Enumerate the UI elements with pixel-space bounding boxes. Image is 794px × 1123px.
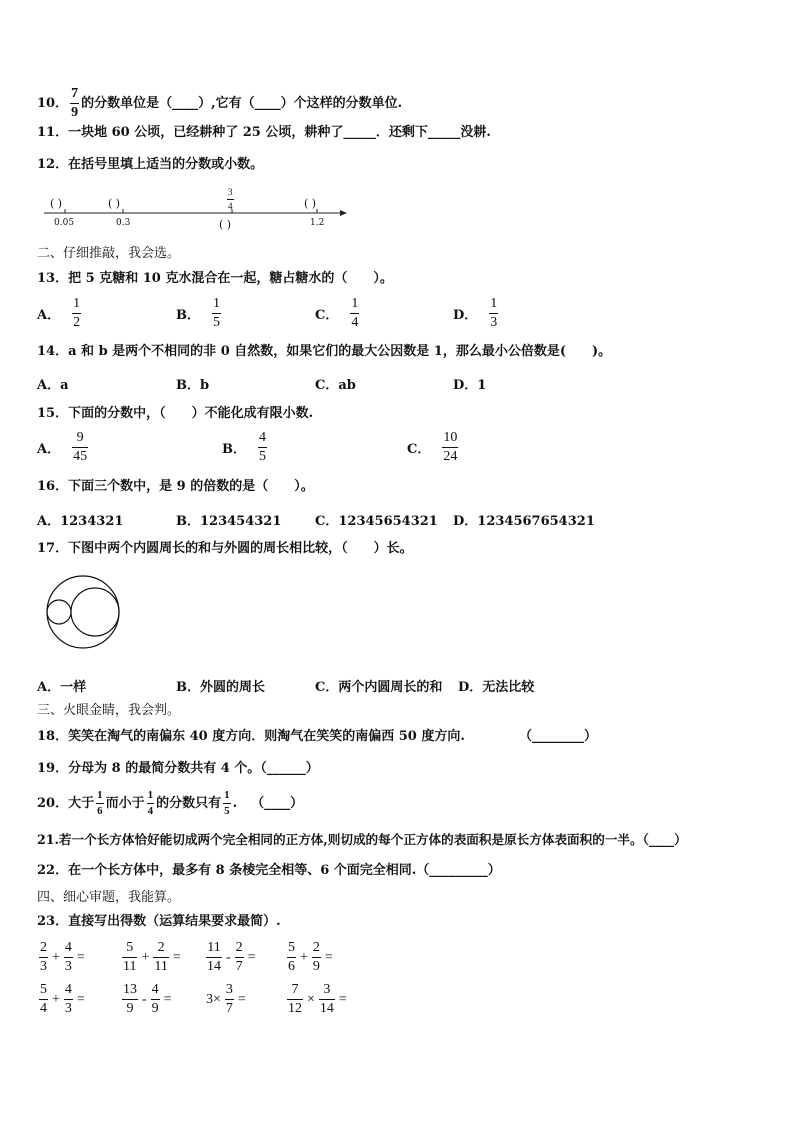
calc-row-1-expression-4: $\frac{5}{6}$ + $\frac{2}{9}$ = — [288, 940, 333, 974]
q16-option-d: D．1234567654321 — [453, 514, 595, 529]
question-11: 11．一块地 60 公顷，已经耕种了 25 公顷，耕种了_____．还剩下_____没耕. — [37, 125, 491, 140]
q14-option-d: D．1 — [453, 378, 487, 393]
fraction: $\frac{5}{11}$ — [123, 940, 137, 974]
outer-circle — [47, 576, 119, 648]
blank-box-2: ( ) — [108, 197, 121, 210]
fraction: $\frac{13}{9}$ — [123, 982, 137, 1016]
question-14: 14．a 和 b 是两个不相同的非 0 自然数，如果它们的最大公因数是 1，那么最小公倍数是( )。 — [37, 344, 612, 359]
q14-option-c: C．ab — [315, 378, 356, 393]
fraction: $\frac{5}{4}$ — [40, 982, 47, 1016]
fraction: $\frac{2}{9}$ — [312, 940, 320, 974]
question-17: 17．下图中两个内圆周长的和与外圆的周长相比较，（ ）长。 — [37, 541, 413, 556]
q17-option-b: B．外圆的周长 — [176, 680, 265, 695]
q15-option-b: B． $\frac{4}{5}$ — [222, 430, 266, 464]
circles-diagram — [40, 574, 126, 650]
fraction: $\frac{4}{3}$ — [64, 982, 72, 1016]
question-23: 23．直接写出得数（运算结果要求最简）. — [37, 914, 281, 929]
q16-option-c: C．12345654321 — [315, 514, 438, 529]
section-2-heading: 二、仔细推敲，我会选。 — [37, 246, 181, 261]
fraction: $\frac{3}{14}$ — [319, 982, 334, 1016]
q14-option-b: B．b — [176, 378, 210, 393]
question-19: 19．分母为 8 的最简分数共有 4 个。（______） — [37, 761, 319, 776]
fraction: $\frac{4}{9}$ — [151, 982, 159, 1016]
tick-label-3-fraction: $\frac{3}{4}$ — [228, 187, 233, 211]
fraction: $\frac{4}{3}$ — [64, 940, 72, 974]
calc-row-2-expression-1: $\frac{5}{4}$ + $\frac{4}{3}$ = — [40, 982, 85, 1016]
calc-row-1-expression-3: $\frac{11}{14}$ - $\frac{2}{7}$ = — [207, 940, 256, 974]
question-10: 10． $\frac{7}{9}$ 的分数单位是（____）,它有（____）个这样的分数单位. — [37, 86, 403, 120]
number-line — [40, 185, 350, 235]
fraction: $\frac{2}{11}$ — [154, 940, 168, 974]
section-3-heading: 三、火眼金睛，我会判。 — [37, 703, 181, 718]
tick-label-2: 0.3 — [116, 218, 131, 228]
fraction: $\frac{7}{9}$ — [71, 86, 79, 120]
tick-label-1: 0.05 — [54, 218, 75, 228]
calc-row-1-expression-2: $\frac{5}{11}$ + $\frac{2}{11}$ = — [123, 940, 181, 974]
q16-option-b: B．123454321 — [176, 514, 282, 529]
fraction: $\frac{2}{3}$ — [40, 940, 47, 974]
calc-row-2-expression-2: $\frac{13}{9}$ - $\frac{4}{9}$ = — [123, 982, 172, 1016]
small-inner-circle — [47, 600, 71, 624]
question-22: 22．在一个长方体中，最多有 8 条棱完全相等、6 个面完全相同.（_________） — [37, 863, 501, 878]
q14-option-a: A．a — [37, 378, 69, 393]
blank-box-1: ( ) — [50, 197, 63, 210]
question-20: 20．大于 $\frac{1}{6}$ 而小于 $\frac{1}{4}$ 的分数只有 $\frac{1}{5}$ . （____） — [37, 789, 304, 817]
fraction: $\frac{5}{6}$ — [288, 940, 295, 974]
q13-option-a: A． $\frac{1}{2}$ — [37, 296, 81, 330]
question-21: 21.若一个长方体恰好能切成两个完全相同的正方体,则切成的每个正方体的表面积是原长方体表面积的一半。（____） — [37, 832, 687, 847]
calc-row-2-expression-3: 3× $\frac{3}{7}$ = — [206, 982, 246, 1016]
calc-row-2-expression-4: $\frac{7}{12}$ × $\frac{3}{14}$ = — [288, 982, 347, 1016]
calc-row-1-expression-1: $\frac{2}{3}$ + $\frac{4}{3}$ = — [40, 940, 85, 974]
q17-option-a: A．一样 — [37, 680, 87, 695]
q13-option-c: C． $\frac{1}{4}$ — [315, 296, 359, 330]
fraction: $\frac{3}{7}$ — [225, 982, 233, 1016]
fraction: $\frac{11}{14}$ — [207, 940, 221, 974]
q20-answer-blank: （____） — [251, 795, 304, 811]
blank-box-4: ( ) — [304, 197, 317, 210]
q18-answer-blank: （________） — [519, 729, 598, 744]
tick-label-4: 1.2 — [310, 218, 325, 228]
q15-option-a: A． $\frac{9}{45}$ — [37, 430, 88, 464]
question-18: 18．笑笑在淘气的南偏东 40 度方向．则淘气在笑笑的南偏西 50 度方向. — [37, 729, 465, 744]
blank-box-3: ( ) — [219, 218, 232, 231]
question-13: 13．把 5 克糖和 10 克水混合在一起，糖占糖水的（ ）。 — [37, 271, 393, 286]
large-inner-circle — [71, 588, 119, 636]
q17-option-c: C．两个内圆周长的和 — [315, 680, 443, 695]
q13-option-d: D． $\frac{1}{3}$ — [453, 296, 498, 330]
question-12: 12．在括号里填上适当的分数或小数。 — [37, 157, 264, 172]
question-15: 15．下面的分数中，（ ）不能化成有限小数. — [37, 406, 314, 421]
q13-option-b: B． $\frac{1}{5}$ — [176, 296, 220, 330]
fraction: $\frac{7}{12}$ — [288, 982, 302, 1016]
section-4-heading: 四、细心审题，我能算。 — [37, 890, 181, 905]
q16-option-a: A．1234321 — [37, 514, 124, 529]
fraction: $\frac{2}{7}$ — [235, 940, 243, 974]
q17-option-d: D．无法比较 — [458, 680, 535, 695]
question-16: 16．下面三个数中，是 9 的倍数的是（ ）。 — [37, 479, 314, 494]
q15-option-c: C． $\frac{10}{24}$ — [407, 430, 458, 464]
